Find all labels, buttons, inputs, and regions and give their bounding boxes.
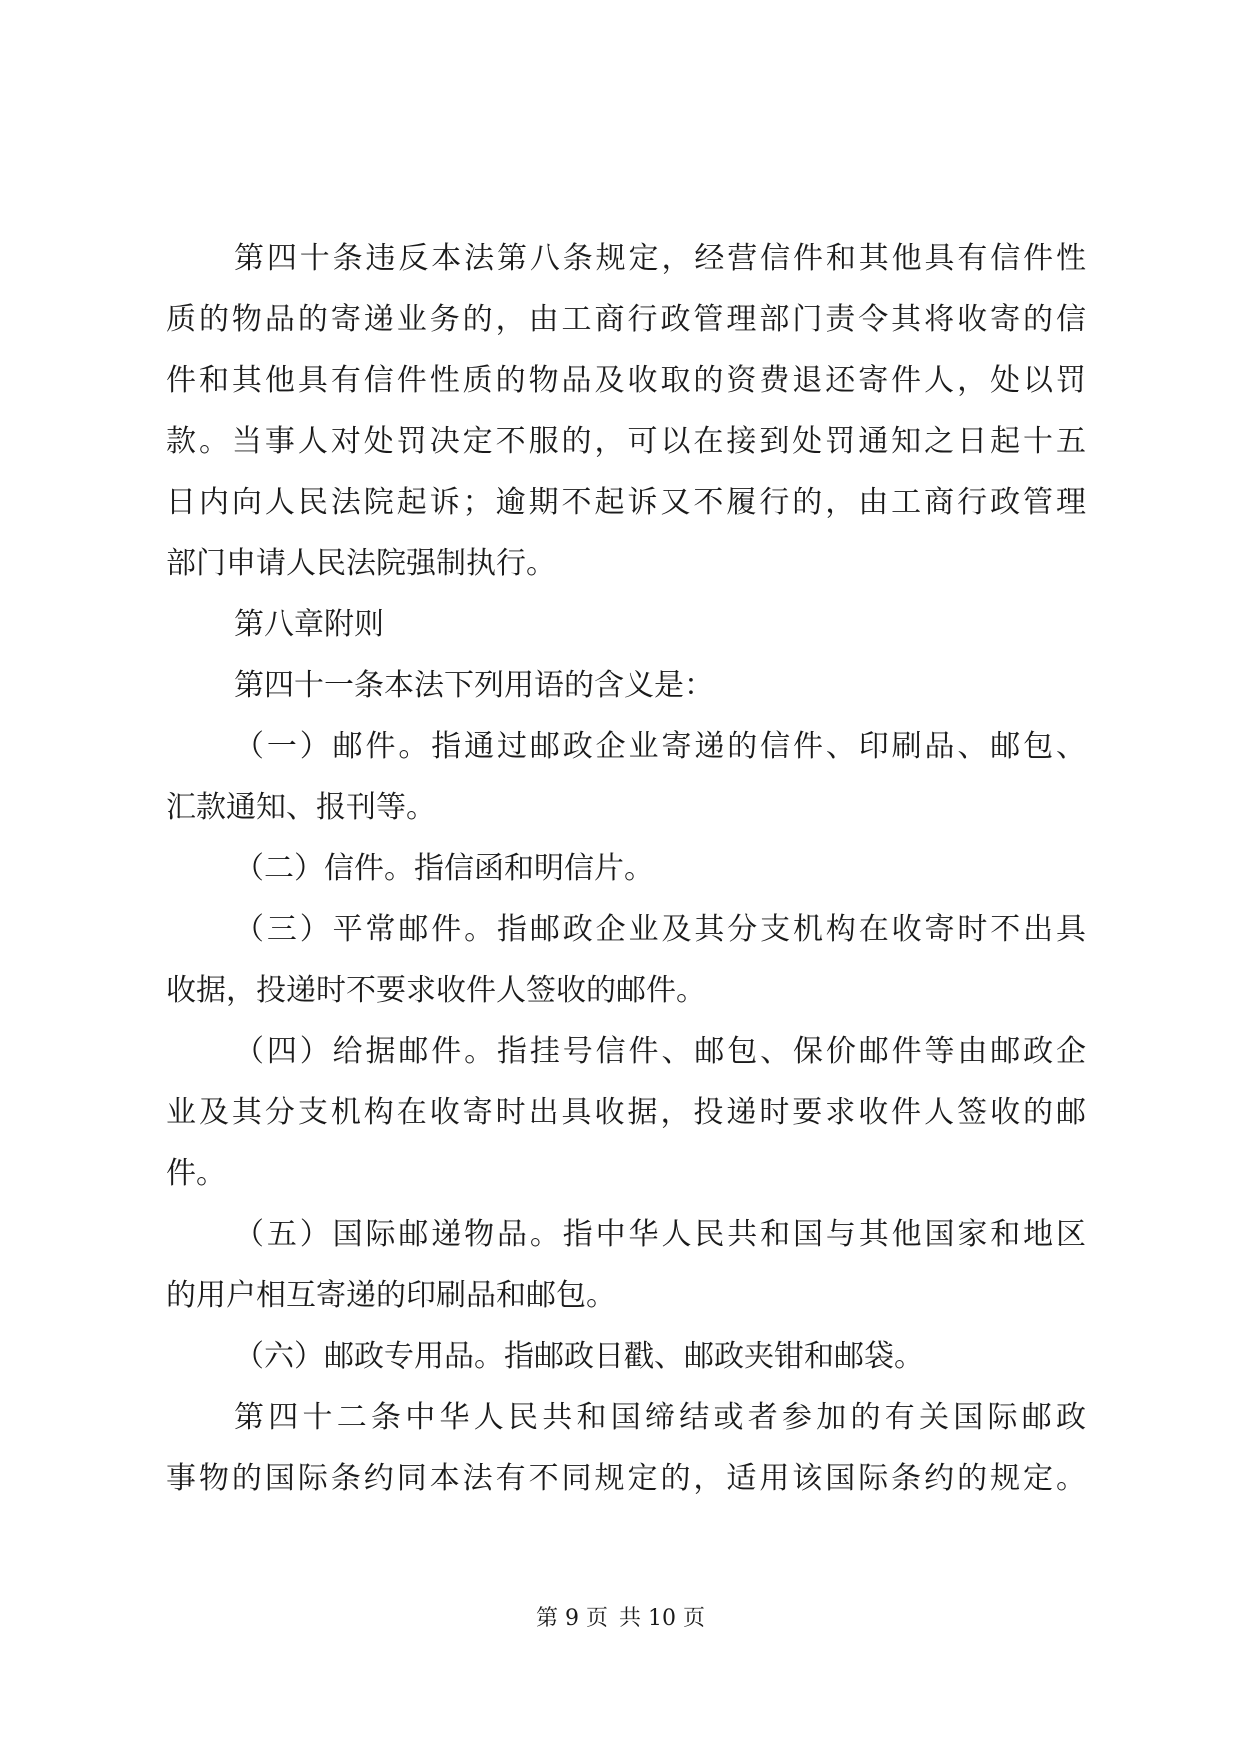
text-line: 款。当事人对处罚决定不服的，可以在接到处罚通知之日起十五 bbox=[166, 424, 1086, 459]
document-body bbox=[166, 228, 1086, 1509]
text-line: 件。 bbox=[166, 1156, 226, 1191]
text-line: 第四十条违反本法第八条规定，经营信件和其他具有信件性 bbox=[234, 241, 1086, 276]
text-line: 的用户相互寄递的印刷品和邮包。 bbox=[166, 1278, 616, 1313]
text-line: 部门申请人民法院强制执行。 bbox=[166, 546, 556, 581]
text-line: 第八章附则 bbox=[234, 607, 384, 642]
text-line: （六）邮政专用品。指邮政日戳、邮政夹钳和邮袋。 bbox=[234, 1339, 924, 1374]
text-line: 日内向人民法院起诉；逾期不起诉又不履行的，由工商行政管理 bbox=[166, 485, 1086, 520]
text-line: 第四十二条中华人民共和国缔结或者参加的有关国际邮政 bbox=[234, 1400, 1086, 1435]
text-line: 第四十一条本法下列用语的含义是： bbox=[234, 668, 714, 703]
total-pages-label: 共 10 页 bbox=[619, 1606, 705, 1631]
text-line: （二）信件。指信函和明信片。 bbox=[234, 851, 654, 886]
text-line: 件和其他具有信件性质的物品及收取的资费退还寄件人，处以罚 bbox=[166, 363, 1086, 398]
page-footer bbox=[0, 1604, 1241, 1634]
text-line: 质的物品的寄递业务的，由工商行政管理部门责令其将收寄的信 bbox=[166, 302, 1086, 337]
text-line: 业及其分支机构在收寄时出具收据，投递时要求收件人签收的邮 bbox=[166, 1095, 1086, 1130]
text-line: （四）给据邮件。指挂号信件、邮包、保价邮件等由邮政企 bbox=[234, 1034, 1086, 1069]
text-line: 事物的国际条约同本法有不同规定的，适用该国际条约的规定。 bbox=[166, 1461, 1086, 1496]
text-line: 汇款通知、报刊等。 bbox=[166, 790, 436, 825]
text-line: （一）邮件。指通过邮政企业寄递的信件、印刷品、邮包、 bbox=[234, 729, 1086, 764]
current-page-label: 第 9 页 bbox=[536, 1606, 608, 1631]
text-line: 收据，投递时不要求收件人签收的邮件。 bbox=[166, 973, 706, 1008]
text-line: （三）平常邮件。指邮政企业及其分支机构在收寄时不出具 bbox=[234, 912, 1086, 947]
text-line: （五）国际邮递物品。指中华人民共和国与其他国家和地区 bbox=[234, 1217, 1086, 1252]
